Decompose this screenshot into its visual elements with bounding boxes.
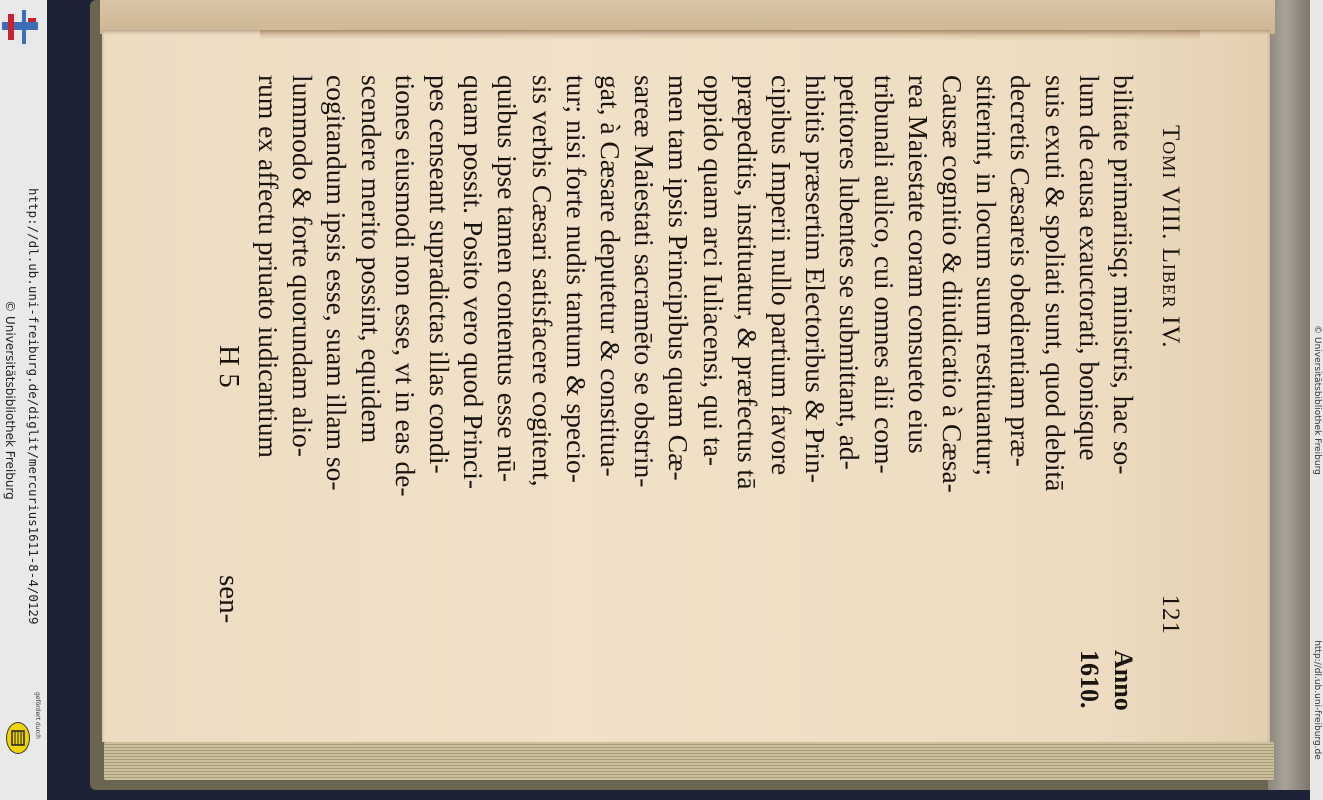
- page-gutter-shadow: [260, 30, 1200, 40]
- margin-note-year-label: Anno: [1109, 650, 1138, 711]
- text-line: sis verbis Cæsari satisfacere cogitent,: [526, 75, 558, 487]
- site-url-right[interactable]: http://dl.ub.uni-freiburg.de: [1312, 640, 1322, 760]
- text-line: gat, à Cæsare deputetur & constitua-: [595, 75, 626, 477]
- text-line: Causæ cognitio & diiudicatio à Cæsa-: [937, 75, 968, 493]
- signature-mark: H 5: [212, 345, 245, 388]
- text-line: stiterint, in locum suum restituantur;: [971, 75, 1003, 476]
- copyright-left: © Universitätsbibliothek Freiburg: [3, 300, 17, 500]
- text-line: oppido quam arci Iuliacensi, qui ta-: [697, 75, 729, 466]
- sponsor-seal-icon: [6, 722, 30, 754]
- text-line: tur; nisi forte nudis tantum & specio-: [560, 75, 592, 483]
- running-header: [1148, 75, 1188, 635]
- facing-page-edge: [100, 0, 1275, 34]
- text-line: præpeditis, instituatur, & præfectus tā: [731, 75, 763, 490]
- text-line: quibus ipse tamen contentus esse nū-: [492, 75, 524, 483]
- running-title: Tomi VIII. Liber IV.: [1157, 125, 1184, 349]
- text-line: cipibus Imperii nullo partium favore: [766, 75, 797, 476]
- text-line: sareæ Maiestati sacramēto se obstrin-: [629, 75, 661, 488]
- text-line: tribunali aulico, cui omnes alii com-: [868, 75, 900, 474]
- text-line: lummodo & forte quorundam alio-: [287, 75, 319, 457]
- text-line: scendere merito possint, equidem: [355, 75, 387, 444]
- text-line: rum ex affectu priuato iudicantium: [253, 75, 284, 458]
- book-board-edge: [1268, 0, 1310, 790]
- margin-note-year: 1610.: [1075, 650, 1104, 709]
- text-line: lum de causa exauctorati, bonisque: [1073, 75, 1105, 461]
- text-line: men tam ipsis Principibus quam Cæ-: [663, 75, 695, 481]
- text-line: hibitis præsertim Electoribus & Prin-: [800, 75, 832, 483]
- text-line: decretis Cæsareis obedientiam præ-: [1005, 75, 1037, 467]
- text-line: quam possit. Posito vero quod Princi-: [458, 75, 490, 490]
- page-text-block: [212, 75, 1188, 711]
- text-line: petitores lubentes se submittant, ad-: [834, 75, 866, 470]
- document-url[interactable]: http://dl.ub.uni-freiburg.de/diglit/mercurius1611-8-4/0129: [26, 188, 41, 625]
- text-line: cogitandum ipsis esse, suam illam so-: [321, 75, 353, 491]
- text-line: pes censeant supradictas illas condi-: [424, 75, 455, 474]
- sponsor-label: gefördert durch: [34, 692, 41, 739]
- page-number: 121: [1157, 594, 1184, 635]
- text-line: bilitate primariisq; ministris, hac so-: [1108, 75, 1139, 475]
- page-stack-edge: [104, 742, 1274, 780]
- text-line: tiones eiusmodi non esse, vt in eas de-: [389, 75, 421, 497]
- library-logo-icon: [2, 8, 38, 48]
- copyright-right: © Universitätsbibliothek Freiburg: [1312, 325, 1322, 475]
- text-line: suis exuti & spoliati sunt, quod debitā: [1039, 75, 1071, 492]
- catchword: sen-: [212, 575, 245, 624]
- text-line: rea Maiestate coram consueto eius: [902, 75, 934, 454]
